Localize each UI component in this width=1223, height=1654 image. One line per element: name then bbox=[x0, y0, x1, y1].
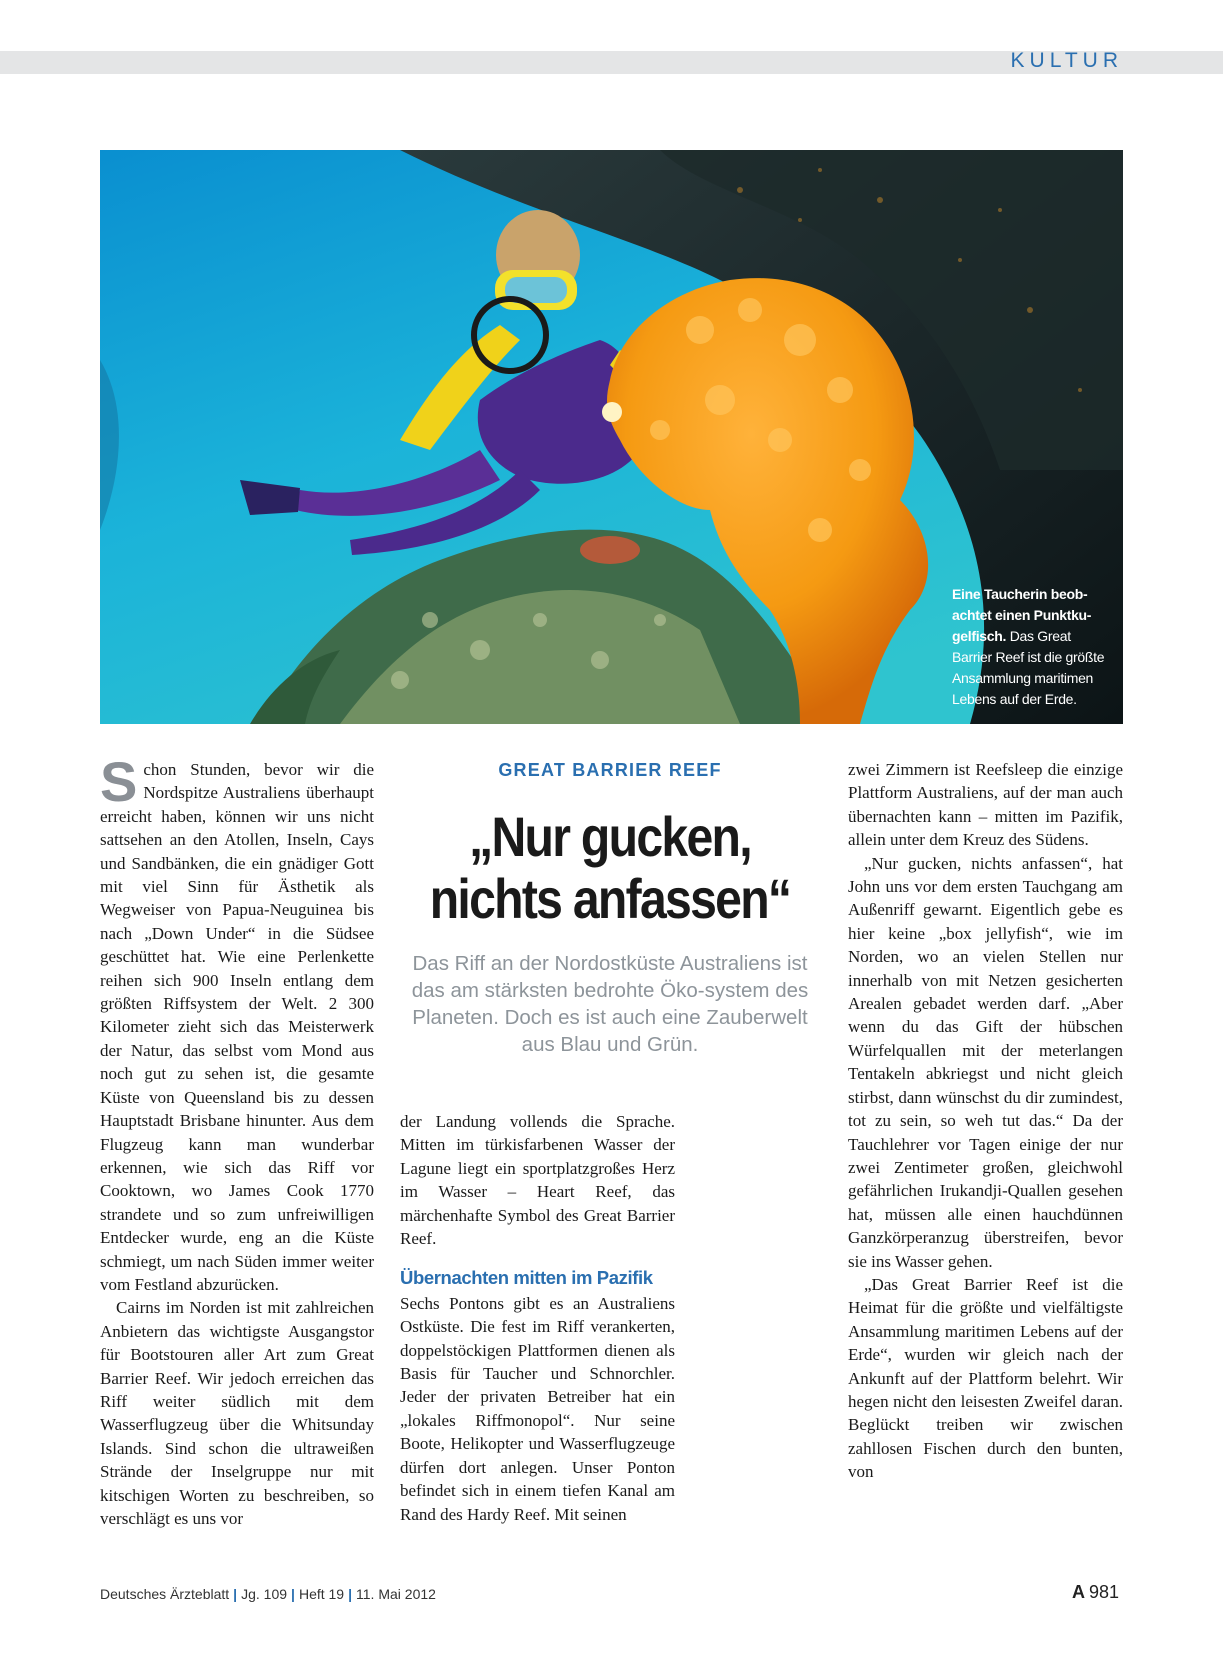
footer-citation bbox=[100, 1586, 436, 1602]
paragraph bbox=[100, 750, 374, 1296]
hero-photo bbox=[100, 150, 1123, 724]
paragraph: „Nur gucken, nichts anfassen“, hat John uns vor dem ersten Tauchgang am Außenriff gewarnt. Eigentlich gebe es hier keine „box jellyfish“, wie im Norden, wo an vielen Stellen nur innerhalb von mit Netzen gesicherten Arealen gebadet werden darf. „Aber wenn du das Gift der hübschen Würfelquallen mit der meterlangen Tentakeln abkriegst und nicht gleich stirbst, dann wünschst du dir zumindest, tot zu sein, so weh tut das.“ Da der Tauchlehrer vor Tagen einige der nur zwei Zentimeter großen, gleichwohl gefährlichen Irukandji-Quallen gesehen hat, müssen alle einen hauchdünnen Ganzkörperanzug überstreifen, bevor sie ins Wasser gehen. bbox=[848, 853, 1123, 1271]
paragraph-text: chon Stunden, bevor wir die Nordspitze Australiens überhaupt erreicht haben, können wir uns nicht sattsehen an den Atollen, Inseln, Cays und Sandbänken, die ein gnädiger Gott mit viel Sinn für Ästhetik als Wegweiser von Papua-Neuguinea bis nach „Down Under“ in die Südsee geschüttet hat. Wie eine Perlenkette reihen sich 900 Inseln entlang dem größten Riffsystem der Welt. 2 300 Kilometer zieht sich das Meisterwerk der Natur, das selbst vom Mond aus noch gut zu sehen ist, die gesamte Küste von Queensland bis zu dessen Hauptstadt Brisbane hinunter. Aus dem Flugzeug kann man wunderbar erkennen, wie sich das Riff vor Cooktown, wo James Cook 1770 strandete und so zum unfreiwilligen Entdecker wurde, eng an die Küste schmiegt, um nach Süden immer weiter vom Festland abzurücken. bbox=[100, 760, 374, 1294]
drop-cap: S bbox=[100, 750, 138, 813]
paragraph: zwei Zimmern ist Reefsleep die einzige Plattform Australiens, auf der man auch übernachten kann – mitten im Pazifik, allein unter dem Kreuz des Südens. bbox=[848, 760, 1123, 850]
article-kicker: GREAT BARRIER REEF bbox=[498, 760, 722, 780]
article-column-1 bbox=[100, 750, 374, 1530]
headline-line: „Nur gucken, bbox=[469, 805, 751, 868]
caption-lead: Eine Taucherin beob-achtet einen Punktku-gelfisch. bbox=[952, 586, 1092, 644]
divider: | bbox=[291, 1586, 295, 1602]
article-headline bbox=[421, 806, 799, 930]
section-label: KULTUR bbox=[1010, 49, 1123, 72]
page-number bbox=[1072, 1582, 1119, 1603]
divider: | bbox=[348, 1586, 353, 1602]
paragraph: der Landung vollends die Sprache. Mitten im türkisfarbenen Wasser der Lagune liegt ein sportplatzgroßes Herz im Wasser – Heart Reef, das märchenhafte Symbol des Great Barrier Reef. bbox=[400, 1112, 675, 1249]
photo-caption bbox=[952, 584, 1112, 710]
paragraph: Sechs Pontons gibt es an Australiens Ostküste. Die fest im Riff verankerten, doppelstöckigen Plattformen dienen als Basis für Taucher und Schnorchler. Jeder der privaten Betreiber hat ein „lokales Riffmonopol“. Nur seine Boote, Helikopter und Wasserflugzeuge dürfen dort anlegen. Unser Ponton befindet sich in einem tiefen Kanal am Rand des Hardy Reef. Mit seinen bbox=[400, 1293, 675, 1524]
page-prefix: A bbox=[1071, 1582, 1085, 1602]
divider: | bbox=[233, 1586, 238, 1602]
headline-line: nichts anfassen“ bbox=[429, 867, 791, 930]
article-column-3 bbox=[848, 758, 1123, 1484]
section-subheading: Übernachten mitten im Pazifik bbox=[400, 1267, 653, 1289]
publication-date: 11. Mai 2012 bbox=[356, 1586, 436, 1602]
page-number-value: 981 bbox=[1088, 1582, 1119, 1602]
volume: Jg. 109 bbox=[241, 1586, 288, 1602]
paragraph: Cairns im Norden ist mit zahlreichen Anbietern das wichtigste Ausgangstor für Bootstouren aller Art zum Great Barrier Reef. Wir jedoch erreichen das Riff weiter südlich mit dem Wasserflugzeug über die Whitsunday Islands. Sind schon die ultraweißen Strände der Inselgruppe nur mit kitschigen Worten zu beschreiben, so verschlägt es uns vor bbox=[100, 1298, 374, 1528]
journal-name: Deutsches Ärzteblatt bbox=[100, 1586, 230, 1602]
article-column-2 bbox=[400, 1110, 675, 1526]
caption-text: Das Great Barrier Reef ist die größte Ansammlung maritimen Lebens auf der Erde. bbox=[952, 628, 1105, 707]
article-deck: Das Riff an der Nordostküste Australiens ist das am stärksten bedrohte Öko-system des Planeten. Doch es ist auch eine Zauberwelt aus Blau und Grün. bbox=[411, 952, 809, 1056]
issue: Heft 19 bbox=[298, 1586, 345, 1602]
paragraph: „Das Great Barrier Reef ist die Heimat für die größte und vielfältigste Ansammlung maritimen Lebens auf der Erde“, wurden wir gleich nach der Ankunft auf der Plattform belehrt. Wir hegen nicht den leisesten Zweifel daran. Beglückt treiben wir zwischen zahllosen Fischen durch den bunten, von bbox=[848, 1274, 1123, 1482]
